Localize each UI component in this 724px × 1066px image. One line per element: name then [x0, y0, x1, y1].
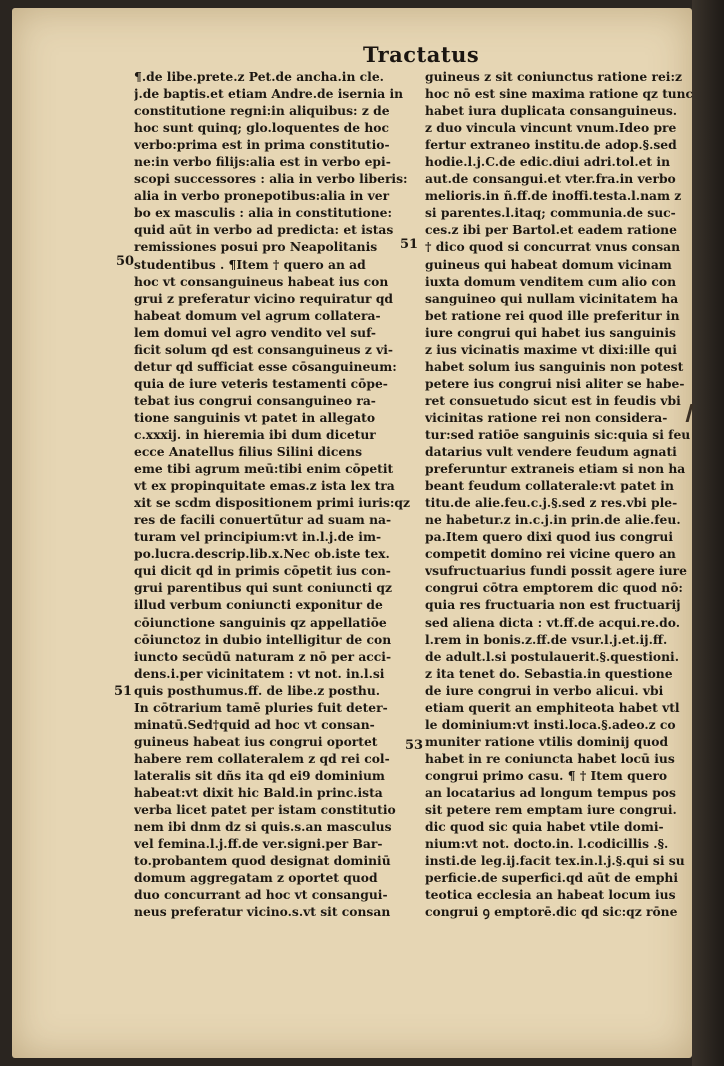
margin-number: 50	[116, 254, 135, 269]
text-line: si parentes.l.itaq; communia.de suc-	[425, 205, 676, 221]
text-line: studentibus . ¶Item † quero an ad	[134, 256, 366, 272]
text-line: nem ibi dnm dz si quis.s.an masculus	[134, 819, 392, 835]
text-line: aut.de consangui.et vter.fra.in verbo	[425, 171, 676, 187]
text-line: melioris.in ñ.ff.de inoffi.testa.l.nam z	[425, 188, 682, 204]
text-line: ret consuetudo sicut est in feudis vbi	[425, 392, 681, 408]
text-line: an locatarius ad longum tempus pos	[425, 784, 676, 800]
text-line: ne:in verbo filijs:alia est in verbo epi-	[134, 154, 391, 170]
text-line: detur qd sufficiat esse cōsanguineum:	[134, 358, 397, 374]
text-line: fertur extraneo institu.de adop.§.sed	[425, 137, 677, 153]
text-line: l.rem in bonis.z.ff.de vsur.l.j.et.ij.ff.	[425, 631, 668, 647]
text-line: grui z preferatur vicino requiratur qd	[134, 290, 394, 306]
text-line: ces.z ibi per Bartol.et eadem ratione	[425, 222, 677, 238]
text-line: vsufructuarius fundi possit agere iure	[425, 563, 687, 579]
text-line: guineus habeat ius congrui oportet	[134, 733, 378, 749]
text-line: iure congrui qui habet ius sanguinis	[425, 324, 676, 340]
text-line: preferuntur extraneis etiam si non ha	[425, 461, 686, 477]
text-line: vt ex propinquitate emas.z ista lex tra	[134, 478, 395, 494]
text-line: qui dicit qd in primis cōpetit ius con-	[134, 563, 391, 579]
text-line: nium:vt not. docto.in. l.codicillis .§.	[425, 836, 669, 852]
left-text-column	[134, 68, 410, 920]
text-line: cōiunctione sanguinis qz appellatiōe	[134, 614, 387, 630]
text-line: quis posthumus.ff. de libe.z posthu.	[134, 682, 381, 698]
running-header-title: Tractatus	[363, 42, 480, 67]
text-line: bo ex masculis : alia in constitutione:	[134, 205, 393, 221]
text-line: quid aūt in verbo ad predicta: et istas	[134, 222, 394, 238]
text-line: ¶.de libe.prete.z Pet.de ancha.in cle.	[134, 69, 384, 84]
text-line: po.lucra.descrip.lib.x.Nec ob.iste tex.	[134, 546, 390, 562]
text-line: j.de baptis.et etiam Andre.de isernia in	[134, 86, 404, 102]
text-line: xit se scdm dispositionem primi iuris:qz	[134, 495, 410, 511]
text-line: lem domui vel agro vendito vel suf-	[134, 324, 377, 340]
text-line: res de facili conuertūtur ad suam na-	[134, 512, 392, 528]
text-line: sanguineo qui nullam vicinitatem ha	[425, 290, 679, 306]
text-line: pa.Item quero dixi quod ius congrui	[425, 529, 674, 545]
text-line: de iure congrui in verbo alicui. vbi	[425, 682, 664, 698]
text-line: titu.de alie.feu.c.j.§.sed z res.vbi ple-	[425, 495, 678, 511]
text-line: sed aliena dicta : vt.ff.de acqui.re.do.	[425, 614, 681, 630]
text-line: habere rem collateralem z qd rei col-	[134, 750, 390, 766]
text-line: habet iura duplicata consanguineus.	[425, 103, 678, 119]
text-line: scopi successores : alia in verbo liberis:	[134, 171, 408, 187]
text-line: vicinitas ratione rei non considera-	[425, 409, 668, 425]
text-line: grui parentibus qui sunt coniuncti qz	[134, 580, 393, 596]
text-line: In cōtrarium tamē pluries fuit deter-	[134, 699, 388, 715]
margin-number: 51	[400, 237, 419, 252]
text-line: petere ius congrui nisi aliter se habe-	[425, 375, 685, 391]
text-line: iuncto secūdū naturam z nō per acci-	[134, 648, 392, 664]
text-line: etiam querit an emphiteota habet vtl	[425, 699, 680, 715]
text-line: guineus qui habeat domum vicinam	[425, 256, 672, 272]
text-line: to.probantem quod designat dominiū	[134, 853, 391, 869]
text-line: congrui cōtra emptorem dic quod nō:	[425, 580, 683, 596]
text-line: hoc sunt quinq; glo.loquentes de hoc	[134, 120, 389, 136]
text-line: ne habetur.z in.c.j.in prin.de alie.feu.	[425, 512, 681, 528]
text-line: muniter ratione vtilis dominij quod	[425, 733, 669, 749]
text-line: verba licet patet per istam constitutio	[134, 802, 396, 818]
text-line: tur:sed ratiōe sanguinis sic:quia si feu	[425, 426, 691, 442]
text-line: teotica ecclesia an habeat locum ius	[425, 887, 676, 903]
text-line: insti.de leg.ij.facit tex.in.l.j.§.qui si su	[425, 853, 685, 869]
text-line: eme tibi agrum meū:tibi enim cōpetit	[134, 461, 394, 477]
text-line: habet solum ius sanguinis non potest	[425, 358, 684, 374]
text-line: iuxta domum venditem cum alio con	[425, 273, 677, 289]
text-line: duo concurrant ad hoc vt consangui-	[134, 887, 388, 903]
text-line: habet in re coniuncta habet locū ius	[425, 750, 675, 766]
text-line: vel femina.l.j.ff.de ver.signi.per Bar-	[134, 836, 383, 852]
text-line: sit petere rem emptam iure congrui.	[425, 802, 677, 818]
book-spine-shadow	[692, 0, 724, 1066]
text-line: le dominium:vt insti.loca.§.adeo.z co	[425, 716, 676, 732]
text-line: beant feudum collaterale:vt patet in	[425, 478, 674, 494]
text-line: z ita tenet do. Sebastia.in questione	[425, 665, 673, 681]
text-line: neus preferatur vicino.s.vt sit consan	[134, 904, 391, 920]
text-line: quia res fructuaria non est fructuarij	[425, 597, 681, 613]
text-line: remissiones posui pro Neapolitanis	[134, 239, 378, 255]
text-line: habeat domum vel agrum collatera-	[134, 307, 381, 323]
text-line: dens.i.per vicinitatem : vt not. in.l.si	[134, 665, 385, 681]
text-line: lateralis sit dñs ita qd ei9 dominium	[134, 767, 385, 783]
text-line: congrui ꝯ emptorē.dic qd sic:qz rōne	[425, 904, 678, 920]
text-line: hodie.l.j.C.de edic.diui adri.tol.et in	[425, 154, 671, 170]
text-line: turam vel principium:vt in.l.j.de im-	[134, 529, 382, 545]
text-line: habeat:vt dixit hic Bald.in princ.ista	[134, 784, 383, 800]
text-line: z ius vicinatis maxime vt dixi:ille qui	[425, 341, 677, 357]
text-line: tebat ius congrui consanguineo ra-	[134, 392, 376, 408]
text-line: hoc nō est sine maxima ratione qz tunc	[425, 86, 693, 102]
margin-number: 53	[405, 738, 424, 753]
text-line: z duo vincula vincunt vnum.Ideo pre	[425, 120, 677, 136]
text-line: constitutione regni:in aliquibus: z de	[134, 103, 390, 119]
text-line: congrui primo casu. ¶ † Item quero	[425, 767, 668, 783]
text-line: de adult.l.si postulauerit.§.questioni.	[425, 648, 679, 664]
text-line: guineus z sit coniunctus ratione rei:z	[425, 69, 682, 84]
text-line: ficit solum qd est consanguineus z vi-	[134, 341, 394, 357]
text-line: competit domino rei vicine quero an	[425, 546, 676, 562]
text-line: illud verbum coniuncti exponitur de	[134, 597, 383, 613]
text-line: datarius vult vendere feudum agnati	[425, 444, 677, 460]
text-line: quia de iure veteris testamenti cōpe-	[134, 375, 388, 391]
right-text-column	[425, 68, 693, 920]
text-line: domum aggregatam z oportet quod	[134, 870, 378, 886]
margin-number: 51	[114, 684, 133, 699]
text-line: alia in verbo pronepotibus:alia in ver	[134, 188, 390, 204]
text-line: perficie.de superfici.qd aūt de emphi	[425, 870, 679, 886]
text-line: cōiunctoz in dubio intelligitur de con	[134, 631, 392, 647]
text-line: c.xxxij. in hieremia ibi dum dicetur	[134, 426, 376, 442]
text-line: hoc vt consanguineus habeat ius con	[134, 273, 389, 289]
text-line: tione sanguinis vt patet in allegato	[134, 409, 376, 425]
text-line: ecce Anatellus filius Silini dicens	[134, 444, 363, 460]
text-line: † dico quod si concurrat vnus consan	[425, 239, 681, 255]
text-line: verbo:prima est in prima constitutio-	[134, 137, 390, 153]
text-line: minatū.Sed†quid ad hoc vt consan-	[134, 716, 375, 732]
text-line: bet ratione rei quod ille preferitur in	[425, 307, 680, 323]
text-line: dic quod sic quia habet vtile domi-	[425, 819, 664, 835]
